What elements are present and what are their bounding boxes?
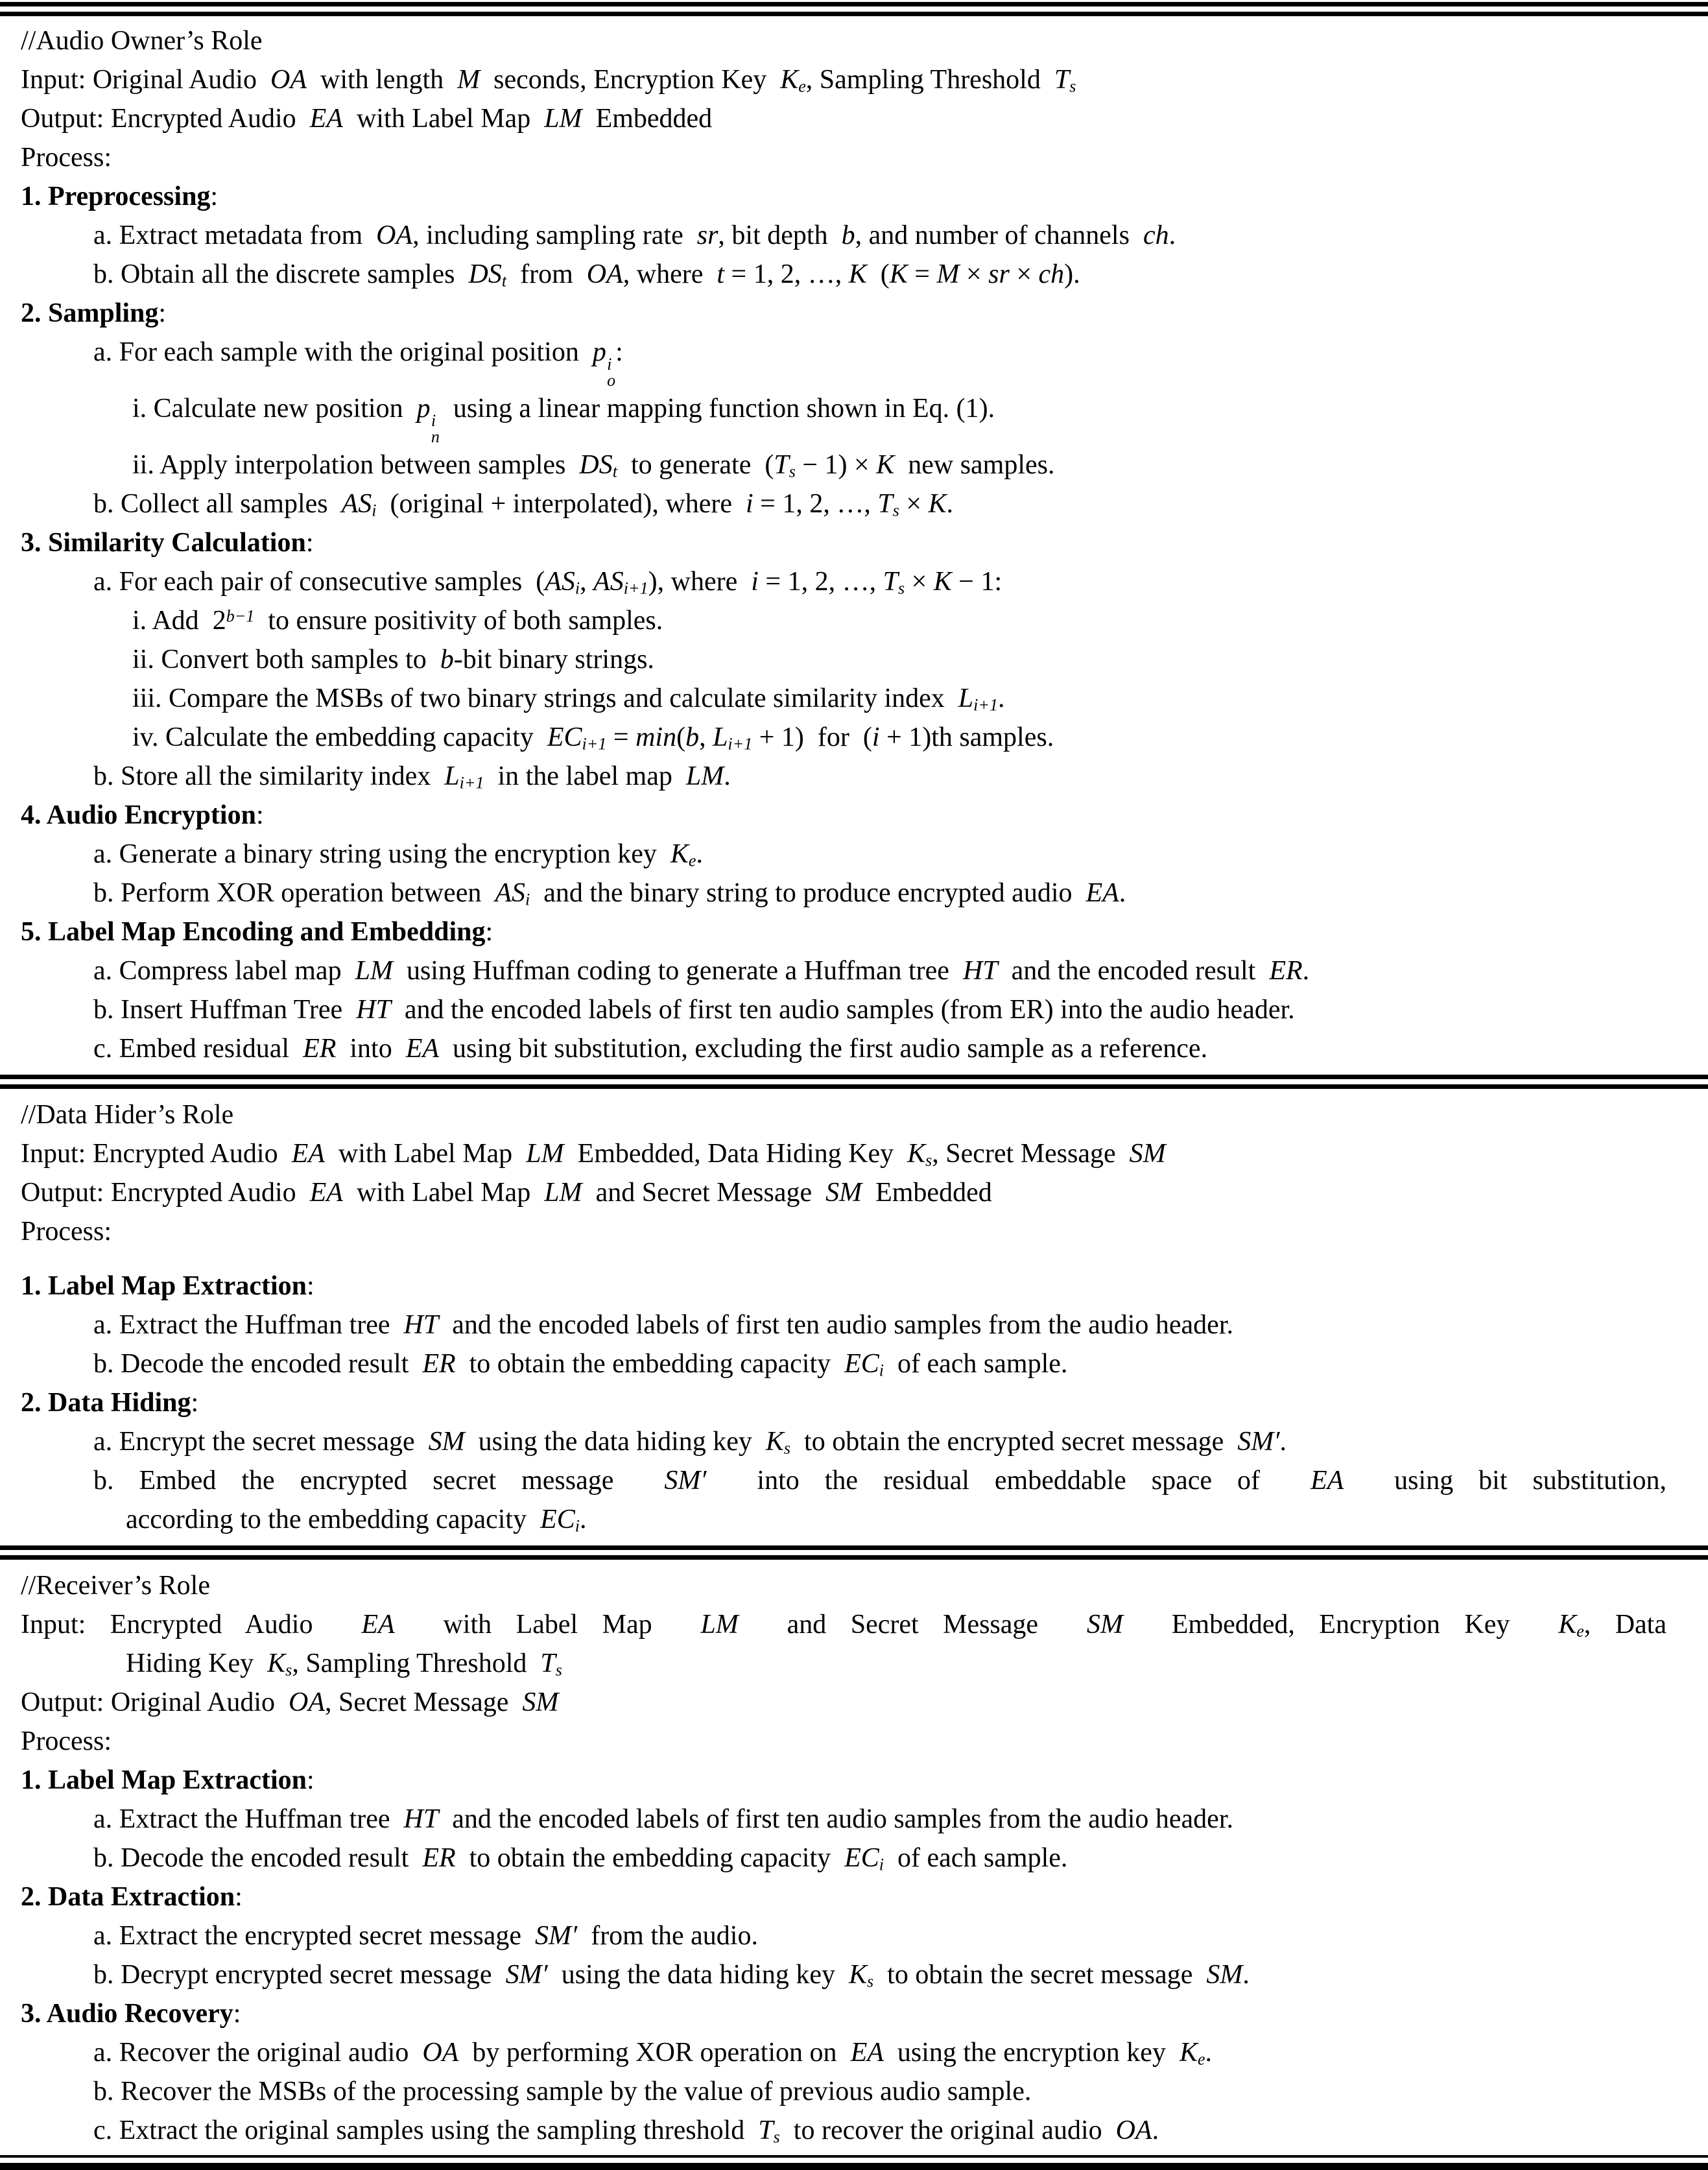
doc-line xyxy=(21,177,1666,216)
math-variable: K xyxy=(848,259,867,289)
doc-line xyxy=(21,951,1666,990)
text: b. Collect all samples xyxy=(93,488,342,519)
text: using the data hiding key xyxy=(547,1959,849,1990)
text: into the residual embeddable space of xyxy=(706,1465,1311,1496)
math-variable: SM xyxy=(428,1426,465,1457)
doc-line xyxy=(21,1994,1666,2033)
text: . xyxy=(580,1504,587,1534)
text: from the audio. xyxy=(577,1920,758,1951)
math-variable: SM′ xyxy=(1237,1426,1280,1457)
text: . xyxy=(1279,1426,1287,1457)
doc-line xyxy=(21,389,1666,446)
text: into xyxy=(336,1033,406,1064)
text: × xyxy=(1009,259,1039,289)
bold-text: 2. Data Hiding xyxy=(21,1387,191,1418)
math-variable: LM xyxy=(355,955,393,986)
math-variable: OA xyxy=(270,65,307,95)
math-variable: $DS_t$ xyxy=(579,449,617,481)
text: : xyxy=(305,527,314,558)
text: = 1, 2, …, xyxy=(753,488,878,519)
doc-line xyxy=(21,1212,1666,1251)
math-variable: $T_s$ xyxy=(540,1648,562,1680)
text: from xyxy=(506,259,587,289)
math-variable: OA xyxy=(289,1687,325,1717)
text: . xyxy=(1205,2037,1213,2068)
doc-line xyxy=(21,2111,1666,2150)
text: $2^{b-1}$ xyxy=(212,605,255,636)
text: a. Extract metadata from xyxy=(93,221,377,250)
text: ). xyxy=(1064,259,1080,289)
doc-line xyxy=(21,294,1666,333)
text: Output: Original Audio xyxy=(21,1687,289,1717)
text: , and number of channels xyxy=(855,221,1143,250)
text: and the encoded labels of first ten audio samples from the audio header. xyxy=(438,1309,1233,1340)
text: //Data Hider’s Role xyxy=(21,1099,234,1130)
math-variable: SM xyxy=(1086,1609,1123,1639)
math-variable: $EC_{i+1}$ xyxy=(547,722,607,754)
doc-line xyxy=(21,1306,1666,1344)
math-variable: EA xyxy=(309,1177,343,1208)
text: b. Decrypt encrypted secret message xyxy=(93,1959,506,1990)
math-variable: b xyxy=(685,722,700,752)
math-variable: $K_e$ xyxy=(670,839,696,870)
math-variable: $K_e$ xyxy=(780,65,806,96)
math-variable: $EC_i$ xyxy=(844,1842,884,1874)
math-variable: K xyxy=(928,488,947,519)
text: and the encoded labels of first ten audio samples (from ER) into the audio header. xyxy=(390,994,1295,1025)
text: a. Extract the Huffman tree xyxy=(93,1309,404,1340)
math-variable: LM xyxy=(544,1177,582,1208)
text: Input: Original Audio xyxy=(21,65,270,95)
section-divider-rule xyxy=(0,1545,1708,1560)
text: ), where xyxy=(648,566,752,597)
math-variable: EA xyxy=(405,1033,440,1064)
text: to obtain the embedding capacity xyxy=(455,1842,845,1873)
doc-line xyxy=(21,1800,1666,1839)
math-variable: $L_{i+1}$ xyxy=(958,683,998,715)
math-variable: $T_s$ xyxy=(1054,65,1076,96)
text: , xyxy=(699,722,713,752)
doc-line xyxy=(21,796,1666,835)
math-variable: EA xyxy=(1085,877,1119,908)
math-variable: min xyxy=(635,722,677,752)
text: a. Compress label map xyxy=(93,955,355,986)
doc-line xyxy=(21,99,1666,138)
bold-text: 4. Audio Encryption xyxy=(21,800,256,830)
doc-line xyxy=(21,912,1666,951)
text: Embedded xyxy=(862,1177,992,1208)
doc-line xyxy=(21,679,1666,718)
math-variable: $AS_i$ xyxy=(341,488,377,520)
doc-line xyxy=(21,2072,1666,2111)
math-variable: $L_{i+1}$ xyxy=(713,722,753,754)
math-variable: EA xyxy=(309,104,343,134)
math-variable: $EC_i$ xyxy=(540,1504,580,1536)
section-receiver-role xyxy=(0,1566,1708,2150)
text: a. Extract the Huffman tree xyxy=(93,1804,404,1834)
text: i. Add xyxy=(132,605,213,636)
doc-line xyxy=(21,523,1666,562)
doc-line xyxy=(21,601,1666,640)
text: , where xyxy=(623,259,717,289)
math-variable: b xyxy=(440,644,454,674)
doc-line xyxy=(21,640,1666,679)
algorithm-pseudocode-box xyxy=(0,2,1708,2170)
math-variable: SM xyxy=(825,1177,862,1208)
bold-text: 1. Preprocessing xyxy=(21,182,211,211)
text: Hiding Key xyxy=(126,1648,268,1678)
bold-text: 3. Similarity Calculation xyxy=(21,527,306,558)
doc-line xyxy=(21,874,1666,912)
text: , Secret Message xyxy=(932,1138,1130,1169)
text: : xyxy=(210,182,219,211)
doc-line xyxy=(21,1683,1666,1722)
math-variable: LM xyxy=(544,104,582,134)
text: = xyxy=(606,722,636,752)
math-variable: $T_s$ xyxy=(877,488,899,520)
text: a. Generate a binary string using the encryption key xyxy=(93,839,670,869)
text: and the binary string to produce encrypted audio xyxy=(530,877,1086,908)
text: , Secret Message xyxy=(325,1687,523,1717)
math-variable: p i o xyxy=(592,337,616,390)
math-variable: ER xyxy=(422,1842,456,1873)
math-variable: $T_s$ xyxy=(883,566,905,598)
math-variable: EA xyxy=(1310,1465,1344,1496)
doc-line xyxy=(21,216,1666,255)
math-variable: K xyxy=(889,259,908,289)
text: according to the embedding capacity xyxy=(126,1504,541,1534)
text: − 1: xyxy=(951,566,1002,597)
text: in the label map xyxy=(484,761,686,791)
doc-line xyxy=(21,60,1666,99)
text: : xyxy=(158,298,167,328)
math-variable: M xyxy=(936,259,960,289)
math-variable: $K_s$ xyxy=(267,1648,292,1680)
bold-text: 5. Label Map Encoding and Embedding xyxy=(21,916,486,947)
math-variable: K xyxy=(933,566,952,597)
text: b. Decode the encoded result xyxy=(93,1348,423,1379)
math-variable: $T_s$ xyxy=(774,449,796,481)
doc-line xyxy=(21,1500,1666,1539)
text: //Audio Owner’s Role xyxy=(21,26,263,56)
math-variable: ch xyxy=(1143,221,1169,250)
text: and the encoded labels of first ten audio samples from the audio header. xyxy=(438,1804,1233,1834)
text: = xyxy=(907,259,937,289)
math-variable: $DS_t$ xyxy=(468,259,507,291)
text: + 1) for ( xyxy=(752,722,872,752)
math-variable: sr xyxy=(696,221,718,250)
doc-line xyxy=(21,446,1666,484)
text: . xyxy=(946,488,954,519)
math-variable: ER xyxy=(422,1348,456,1379)
text: Input: Encrypted Audio xyxy=(21,1609,362,1639)
math-variable: ER xyxy=(303,1033,337,1064)
text: : xyxy=(306,1270,314,1301)
text: c. Embed residual xyxy=(93,1033,303,1064)
math-variable: LM xyxy=(526,1138,564,1169)
text: . xyxy=(696,839,703,869)
math-variable: $EC_i$ xyxy=(844,1348,884,1380)
math-variable: $AS_i$ xyxy=(495,877,530,909)
text: Embedded xyxy=(582,104,713,134)
text: Process: xyxy=(21,1216,112,1246)
bold-text: 2. Data Extraction xyxy=(21,1881,235,1912)
doc-line xyxy=(21,1267,1666,1306)
section-data-hider-role xyxy=(0,1095,1708,1539)
doc-line xyxy=(21,990,1666,1029)
math-variable: $K_e$ xyxy=(1179,2037,1205,2069)
text: . xyxy=(1168,221,1176,250)
text: b. Embed the encrypted secret message xyxy=(93,1465,665,1496)
text: : xyxy=(255,800,264,830)
text: . xyxy=(1302,955,1310,986)
math-variable: EA xyxy=(850,2037,884,2068)
math-variable: t xyxy=(717,259,725,289)
doc-line xyxy=(21,1173,1666,1212)
text: using a linear mapping function shown in Eq. (1). xyxy=(439,393,995,423)
doc-line xyxy=(21,255,1666,294)
text: to ensure positivity of both samples. xyxy=(254,605,663,636)
text: , including sampling rate xyxy=(412,221,697,250)
text: to generate ( xyxy=(617,449,774,480)
text: with Label Map xyxy=(324,1138,527,1169)
text: = 1, 2, …, xyxy=(724,259,849,289)
math-variable: $AS_{i+1}$ xyxy=(593,566,648,598)
text: , xyxy=(580,566,594,597)
doc-line xyxy=(21,1566,1666,1605)
text: b. Store all the similarity index xyxy=(93,761,445,791)
text: = 1, 2, …, xyxy=(758,566,883,597)
math-variable: OA xyxy=(422,2037,459,2068)
text: b. Recover the MSBs of the processing sample by the value of previous audio sample. xyxy=(93,2076,1032,2106)
bottom-double-rule xyxy=(0,2155,1708,2170)
math-variable: $K_s$ xyxy=(765,1426,791,1458)
text: and Secret Message xyxy=(738,1609,1087,1639)
doc-line xyxy=(21,484,1666,523)
doc-line xyxy=(21,1955,1666,1994)
math-variable: HT xyxy=(356,994,391,1025)
text: using bit substitution, xyxy=(1344,1465,1666,1496)
bold-text: 1. Label Map Extraction xyxy=(21,1270,307,1301)
text: Input: Encrypted Audio xyxy=(21,1138,292,1169)
math-variable: SM′ xyxy=(505,1959,548,1990)
math-variable: $T_s$ xyxy=(758,2115,780,2147)
text: iv. Calculate the embedding capacity xyxy=(132,722,547,752)
text: a. Encrypt the secret message xyxy=(93,1426,429,1457)
math-variable: SM′ xyxy=(535,1920,578,1951)
text: new samples. xyxy=(894,449,1055,480)
text: Process: xyxy=(21,143,112,173)
text: using bit substitution, excluding the first audio sample as a reference. xyxy=(439,1033,1208,1064)
math-variable: b xyxy=(841,221,855,250)
text: a. Recover the original audio xyxy=(93,2037,423,2068)
text: (original + interpolated), where xyxy=(376,488,746,519)
text: with Label Map xyxy=(394,1609,701,1639)
math-variable: ER xyxy=(1269,955,1303,986)
math-variable: $K_s$ xyxy=(907,1138,932,1170)
text: by performing XOR operation on xyxy=(458,2037,851,2068)
math-variable: OA xyxy=(1115,2115,1152,2145)
text: × xyxy=(959,259,989,289)
text: to recover the original audio xyxy=(779,2115,1116,2145)
text: ii. Apply interpolation between samples xyxy=(132,449,580,480)
text: Embedded, Encryption Key xyxy=(1122,1609,1559,1639)
text: c. Extract the original samples using the sampling threshold xyxy=(93,2115,759,2145)
text: with length xyxy=(306,65,458,95)
math-variable: $K_s$ xyxy=(849,1959,874,1991)
text: i. Calculate new position xyxy=(132,393,417,423)
math-variable: p i n xyxy=(416,393,440,446)
text: , Sampling Threshold xyxy=(292,1648,541,1678)
doc-line xyxy=(21,1644,1666,1683)
doc-line xyxy=(21,1344,1666,1383)
text: . xyxy=(1152,2115,1159,2145)
text: : xyxy=(485,916,493,947)
math-variable: SM′ xyxy=(664,1465,707,1496)
text: seconds, Encryption Key xyxy=(480,65,781,95)
text: using the data hiding key xyxy=(464,1426,766,1457)
doc-line xyxy=(21,835,1666,874)
text: to obtain the embedding capacity xyxy=(455,1348,845,1379)
math-variable: EA xyxy=(361,1609,395,1639)
text: , bit depth xyxy=(718,221,842,250)
text: Embedded, Data Hiding Key xyxy=(563,1138,908,1169)
math-variable: i xyxy=(872,722,880,752)
doc-line xyxy=(21,562,1666,601)
doc-line xyxy=(21,138,1666,177)
math-variable: $K_e$ xyxy=(1558,1609,1584,1641)
doc-line xyxy=(21,718,1666,757)
doc-line xyxy=(21,333,1666,389)
text: using Huffman coding to generate a Huffman tree xyxy=(392,955,963,986)
math-variable: SM xyxy=(522,1687,559,1717)
doc-line xyxy=(21,1134,1666,1173)
text: b. Perform XOR operation between xyxy=(93,877,495,908)
text: of each sample. xyxy=(884,1348,1068,1379)
doc-line xyxy=(21,1029,1666,1068)
math-variable: SM xyxy=(1129,1138,1166,1169)
doc-line xyxy=(21,1461,1666,1500)
doc-line xyxy=(21,1878,1666,1916)
doc-line xyxy=(21,1916,1666,1955)
text: , Data xyxy=(1583,1609,1666,1639)
text: and Secret Message xyxy=(582,1177,826,1208)
doc-line xyxy=(21,1605,1666,1644)
text: Output: Encrypted Audio xyxy=(21,1177,310,1208)
doc-line xyxy=(21,1422,1666,1461)
text: a. For each pair of consecutive samples ( xyxy=(93,566,545,597)
text: . xyxy=(1119,877,1126,908)
math-variable: OA xyxy=(376,221,413,250)
math-variable: EA xyxy=(291,1138,325,1169)
text: b. Obtain all the discrete samples xyxy=(93,259,469,289)
text: . xyxy=(1242,1959,1250,1990)
text: , Sampling Threshold xyxy=(805,65,1054,95)
text: . xyxy=(724,761,731,791)
math-variable: HT xyxy=(403,1804,439,1834)
text: ( xyxy=(866,259,890,289)
text: Output: Encrypted Audio xyxy=(21,104,310,134)
text: : xyxy=(235,1881,243,1912)
text: : xyxy=(191,1387,199,1418)
text: − 1) × xyxy=(795,449,877,480)
text: b. Insert Huffman Tree xyxy=(93,994,357,1025)
text: and the encoded result xyxy=(997,955,1270,986)
text: : xyxy=(615,337,623,367)
text: to obtain the encrypted secret message xyxy=(790,1426,1238,1457)
text: iii. Compare the MSBs of two binary strings and calculate similarity index xyxy=(132,683,958,713)
text: : xyxy=(233,1998,241,2029)
math-variable: HT xyxy=(403,1309,439,1340)
math-variable: $L_{i+1}$ xyxy=(444,761,484,793)
text: Process: xyxy=(21,1726,112,1756)
doc-line xyxy=(21,2033,1666,2072)
text: with Label Map xyxy=(342,1177,545,1208)
doc-line xyxy=(21,1761,1666,1800)
math-variable: M xyxy=(457,65,480,95)
text: of each sample. xyxy=(884,1842,1068,1873)
math-variable: OA xyxy=(586,259,623,289)
math-variable: i xyxy=(745,488,753,519)
math-variable: LM xyxy=(685,761,724,791)
text: //Receiver’s Role xyxy=(21,1570,210,1601)
bold-text: 3. Audio Recovery xyxy=(21,1998,233,2029)
text: ( xyxy=(676,722,686,752)
math-variable: i xyxy=(751,566,759,597)
text: × xyxy=(899,488,929,519)
doc-line xyxy=(21,1722,1666,1761)
math-variable: SM xyxy=(1206,1959,1243,1990)
text: ii. Convert both samples to xyxy=(132,644,440,674)
bold-text: 1. Label Map Extraction xyxy=(21,1765,307,1795)
section-audio-owner-role xyxy=(0,21,1708,1068)
text: to obtain the secret message xyxy=(873,1959,1207,1990)
text: : xyxy=(306,1765,314,1795)
doc-line xyxy=(21,1839,1666,1878)
bold-text: 2. Sampling xyxy=(21,298,159,328)
math-variable: LM xyxy=(700,1609,739,1639)
doc-line xyxy=(21,757,1666,796)
math-variable: sr xyxy=(988,259,1010,289)
text: -bit binary strings. xyxy=(453,644,654,674)
text: a. For each sample with the original position xyxy=(93,337,593,367)
math-variable: ch xyxy=(1038,259,1065,289)
math-variable: HT xyxy=(962,955,998,986)
top-double-rule xyxy=(0,2,1708,16)
doc-line xyxy=(21,21,1666,60)
text: with Label Map xyxy=(342,104,545,134)
math-variable: K xyxy=(876,449,895,480)
doc-line xyxy=(21,1095,1666,1134)
text: a. Extract the encrypted secret message xyxy=(93,1920,536,1951)
text: b. Decode the encoded result xyxy=(93,1842,423,1873)
text: + 1)th samples. xyxy=(879,722,1054,752)
text: using the encryption key xyxy=(883,2037,1180,2068)
math-variable: $AS_i$ xyxy=(545,566,580,598)
text: . xyxy=(997,683,1005,713)
section-divider-rule xyxy=(0,1075,1708,1089)
doc-line xyxy=(21,1383,1666,1422)
text: × xyxy=(905,566,934,597)
